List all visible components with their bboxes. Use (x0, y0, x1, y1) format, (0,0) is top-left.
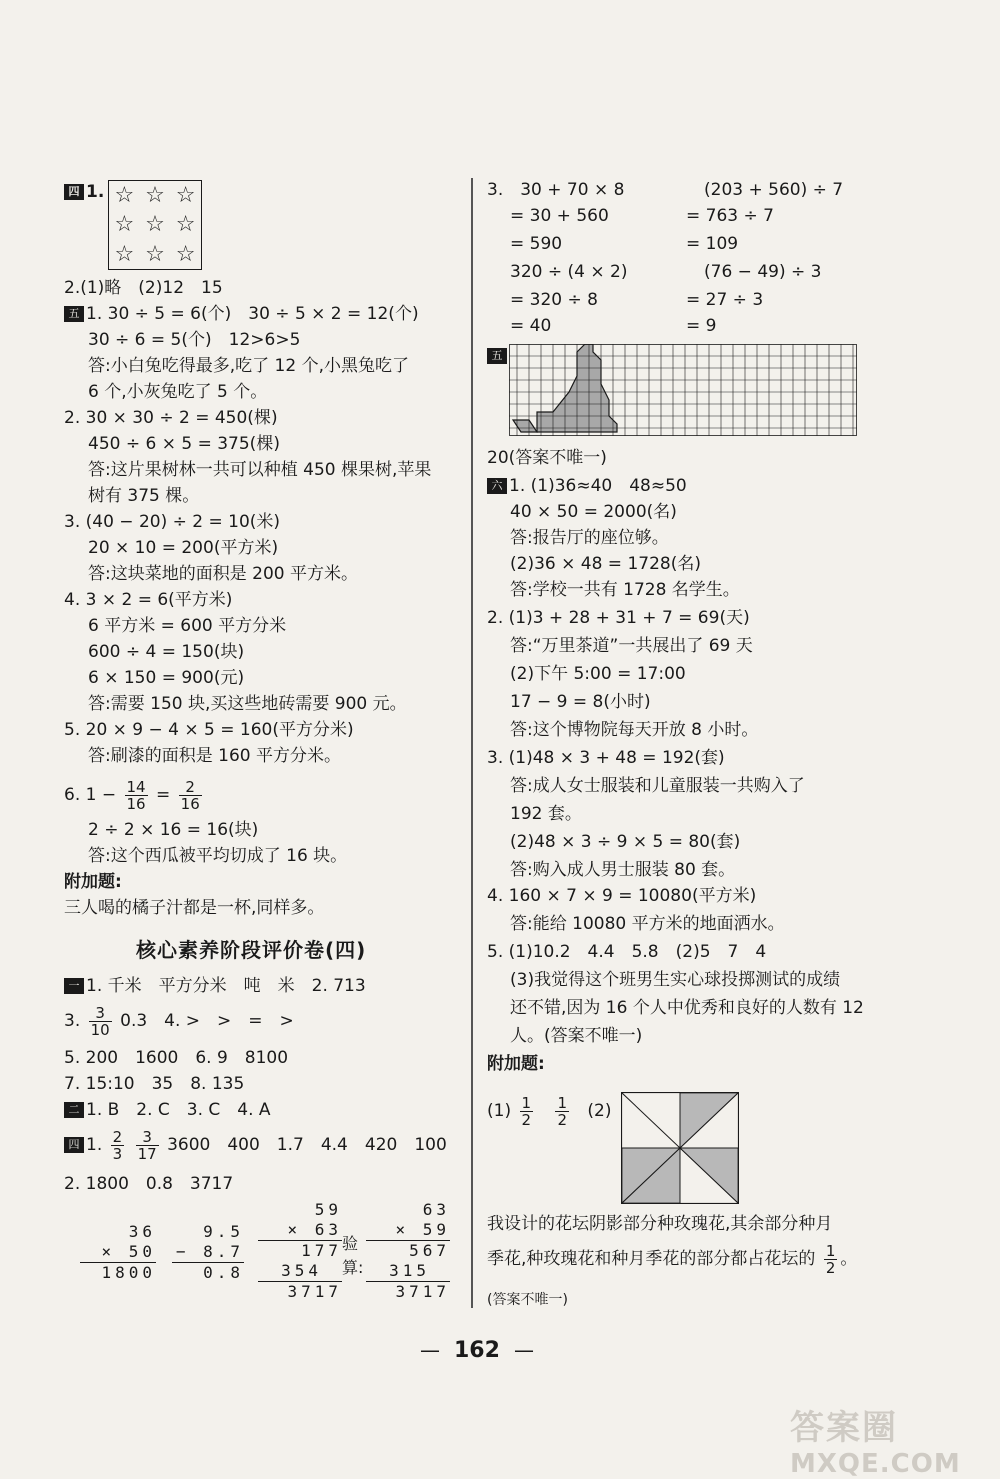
answer-line-fraction: 四 1. $\frac{2}{3}$ $\frac{3}{17}$ 3600 400 1.7 4.4 420 100 (64, 1128, 447, 1162)
vertical-calc-subtract: 9.5 − 8.7 0.8 (172, 1222, 244, 1283)
fraction: $\frac{1}{2}$ (557, 1093, 567, 1129)
section-badge: 五 (64, 306, 84, 322)
answer-line: (203 + 560) ÷ 7 (704, 180, 844, 200)
page-number: — 162 — (420, 1338, 534, 1363)
answer-line: 答:需要 150 块,买这些地砖需要 900 元。 (88, 694, 407, 714)
answer-line: 二 1. B 2. C 3. C 4. A (64, 1100, 271, 1120)
fraction: $\frac{3}{17}$ (137, 1127, 157, 1163)
fraction: $\frac{1}{2}$ (825, 1241, 836, 1277)
answer-line: 20 × 10 = 200(平方米) (88, 538, 279, 558)
answer-note: (答案不唯一) (487, 1292, 568, 1308)
answer-line: 7. 15:10 35 8. 135 (64, 1074, 245, 1094)
star-grid (108, 180, 202, 270)
answer-line: = 40 (510, 316, 552, 336)
sec4-badge-row: 四 1. (64, 182, 104, 202)
fraction: $\frac{3}{10}$ (90, 1003, 110, 1039)
answer-line: = 9 (686, 316, 717, 336)
answer-line: 答:小白兔吃得最多,吃了 12 个,小黑兔吃了 (88, 356, 409, 376)
answer-line: 2 ÷ 2 × 16 = 16(块) (88, 820, 259, 840)
vertical-calc-multiply: 59 × 63 177 354 3717 (258, 1200, 342, 1302)
answer-line: (2)下午 5:00 = 17:00 (510, 664, 686, 684)
answer-line: (2)36 × 48 = 1728(名) (510, 554, 701, 574)
answer-line: 20(答案不唯一) (487, 448, 607, 468)
star-icon: ☆ (145, 212, 165, 238)
answer-line: 3. (40 − 20) ÷ 2 = 10(米) (64, 512, 281, 532)
answer-line: 答:报告厅的座位够。 (510, 528, 669, 548)
answer-line: 30 ÷ 6 = 5(个) 12>6>5 (88, 330, 301, 350)
section-badge: 五 (487, 348, 507, 364)
section-badge: 二 (64, 1102, 84, 1118)
fraction: $\frac{14}{16}$ (126, 777, 146, 813)
fraction: $\frac{2}{16}$ (180, 777, 200, 813)
answer-line: = 590 (510, 234, 563, 254)
flowerbed-figure (621, 1092, 739, 1204)
answer-line: 4. 3 × 2 = 6(平方米) (64, 590, 233, 610)
star-icon: ☆ (114, 183, 135, 208)
answer-line: 答:成人女士服装和儿童服装一共购入了 (510, 776, 805, 796)
star-icon: ☆ (114, 212, 135, 238)
answer-line: 6 × 150 = 900(元) (88, 668, 245, 688)
star-icon: ☆ (175, 183, 196, 208)
answer-line: 三人喝的橘子汁都是一杯,同样多。 (64, 898, 325, 918)
vertical-calc-multiply: 36 × 50 1800 (80, 1222, 156, 1283)
answer-line: 六 1. (1)36≈40 48≈50 (487, 476, 687, 496)
extra-title: 附加题: (64, 872, 122, 892)
answer-line: 答:这个博物院每天开放 8 小时。 (510, 720, 759, 740)
section-badge: 六 (487, 478, 507, 494)
answer-line: 2. 30 × 30 ÷ 2 = 450(棵) (64, 408, 278, 428)
answer-line: 2.(1)略 (2)12 15 (64, 278, 223, 298)
answer-line: 我设计的花坛阴影部分种玫瑰花,其余部分种月 (487, 1214, 833, 1234)
answer-line: 450 ÷ 6 × 5 = 375(棵) (88, 434, 280, 454)
answer-line: 600 ÷ 4 = 150(块) (88, 642, 245, 662)
watermark: 答案圈 MXQE.COM (790, 1408, 961, 1479)
answer-line: 40 × 50 = 2000(名) (510, 502, 677, 522)
answer-line: (76 − 49) ÷ 3 (704, 262, 822, 282)
answer-line: = 763 ÷ 7 (686, 206, 774, 226)
answer-line-fraction: (1) $\frac{1}{2}$ $\frac{1}{2}$ (2) (487, 1093, 612, 1129)
fraction: $\frac{2}{3}$ (112, 1127, 123, 1163)
answer-line: (2)48 × 3 ÷ 9 × 5 = 80(套) (510, 832, 741, 852)
vertical-calc-check: 63 × 59 567 315 3717 (366, 1200, 450, 1302)
answer-line: 17 − 9 = 8(小时) (510, 692, 651, 712)
answer-line: 还不错,因为 16 个人中优秀和良好的人数有 12 (510, 998, 864, 1018)
exam-title: 核心素养阶段评价卷(四) (136, 938, 367, 962)
answer-line: 答:刷漆的面积是 160 平方分米。 (88, 746, 341, 766)
answer-line: 2. 1800 0.8 3717 (64, 1174, 234, 1194)
answer-line-fraction: 6. 1 − $\frac{14}{16}$ = $\frac{2}{16}$ (64, 777, 200, 813)
star-icon: ☆ (145, 241, 165, 267)
section-five-label (487, 346, 509, 366)
answer-line: 人。(答案不唯一) (510, 1026, 643, 1046)
star-icon: ☆ (145, 183, 165, 208)
answer-line: 答:购入成人男士服装 80 套。 (510, 860, 736, 880)
answer-line: 答:能给 10080 平方米的地面洒水。 (510, 914, 785, 934)
section-badge: 四 (64, 1137, 84, 1153)
answer-line: 答:这片果树林一共可以种植 450 棵果树,苹果 (88, 460, 432, 480)
answer-line: 6 平方米 = 600 平方分米 (88, 616, 287, 636)
star-icon: ☆ (114, 241, 135, 267)
answer-line: 2. (1)3 + 28 + 31 + 7 = 69(天) (487, 608, 750, 628)
answer-line: 6 个,小灰兔吃了 5 个。 (88, 382, 268, 402)
answer-line-fraction: 3. $\frac{3}{10}$ 0.3 4. > > = > (64, 1003, 294, 1039)
answer-line: = 27 ÷ 3 (686, 290, 764, 310)
answer-line: 树有 375 棵。 (88, 486, 200, 506)
answer-line: 答:这块菜地的面积是 200 平方米。 (88, 564, 358, 584)
answer-line: 4. 160 × 7 × 9 = 10080(平方米) (487, 886, 757, 906)
answer-line: 3. (1)48 × 3 + 48 = 192(套) (487, 748, 725, 768)
extra-title: 附加题: (487, 1054, 545, 1074)
fraction: $\frac{1}{2}$ (521, 1093, 532, 1129)
star-icon: ☆ (175, 212, 196, 238)
answer-line: 320 ÷ (4 × 2) (510, 262, 628, 282)
check-label: 验算: (342, 1234, 364, 1277)
rabbit-tail (513, 420, 537, 432)
answer-line: 192 套。 (510, 804, 582, 824)
answer-line: 答:“万里茶道”一共展出了 69 天 (510, 636, 753, 656)
answer-line: = 30 + 560 (510, 206, 609, 226)
rabbit-grid-figure (509, 344, 857, 436)
answer-line-fraction: 季花,种玫瑰花和种月季花的部分都占花坛的 $\frac{1}{2}$ 。 (487, 1241, 858, 1277)
answer-line: 3. 30 + 70 × 8 (487, 180, 625, 200)
answer-line: 答:学校一共有 1728 名学生。 (510, 580, 740, 600)
answer-line: 五 1. 30 ÷ 5 = 6(个) 30 ÷ 5 × 2 = 12(个) (64, 304, 419, 324)
column-divider (471, 178, 473, 1308)
star-icon: ☆ (175, 241, 196, 267)
answer-line: = 109 (686, 234, 739, 254)
answer-line: 5. 20 × 9 − 4 × 5 = 160(平方分米) (64, 720, 354, 740)
section-badge: 一 (64, 978, 84, 994)
answer-line: 答:这个西瓜被平均切成了 16 块。 (88, 846, 348, 866)
answer-line: 5. (1)10.2 4.4 5.8 (2)5 7 4 (487, 942, 767, 962)
answer-line: 5. 200 1600 6. 9 8100 (64, 1048, 289, 1068)
answer-line: = 320 ÷ 8 (510, 290, 598, 310)
answer-line: 一 1. 千米 平方分米 吨 米 2. 713 (64, 976, 366, 996)
answer-line: (3)我觉得这个班男生实心球投掷测试的成绩 (510, 970, 841, 990)
section-badge: 四 (64, 184, 84, 200)
